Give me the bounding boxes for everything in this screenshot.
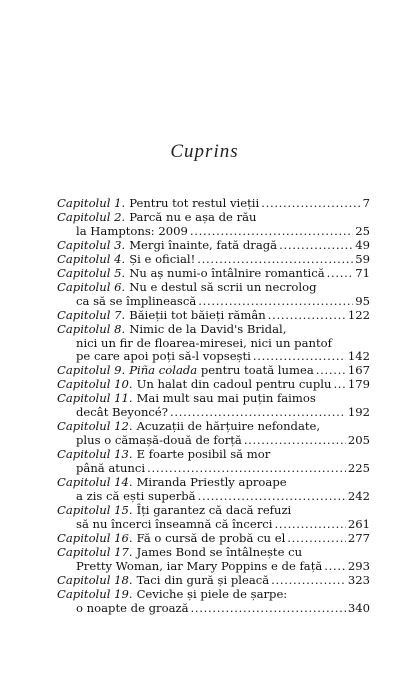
- toc-entry[interactable]: [57, 378, 370, 392]
- chapter-title: Fă o cursă de probă cu el: [136, 530, 286, 545]
- chapter-number: Capitolul 8.: [57, 321, 126, 336]
- chapter-title: Nimic de la David's Bridal,: [129, 321, 287, 336]
- dot-leader: [244, 434, 346, 448]
- page-number: 95: [355, 293, 370, 308]
- page-number: 59: [355, 251, 370, 266]
- table-of-contents: [57, 197, 370, 616]
- page-title: Cuprins: [170, 141, 239, 162]
- page-number: 225: [347, 461, 370, 476]
- chapter-title-continued: să nu încerci înseamnă că încerci: [76, 516, 273, 531]
- dot-leader: [287, 532, 346, 546]
- dot-leader: [197, 253, 353, 267]
- chapter-number: Capitolul 17.: [57, 544, 133, 559]
- dot-leader: [191, 602, 346, 616]
- chapter-title-continued: la Hamptons: 2009: [76, 223, 188, 238]
- chapter-number: Capitolul 10.: [57, 377, 133, 392]
- chapter-title: James Bond se întâlnește cu: [136, 544, 303, 559]
- toc-entry[interactable]: [57, 574, 370, 588]
- chapter-title: E foarte posibil să mor: [136, 447, 271, 462]
- chapter-title-continued: decât Beyoncé?: [76, 405, 168, 420]
- chapter-number: Capitolul 7.: [57, 307, 126, 322]
- chapter-title: Pentru tot restul vieții: [129, 196, 260, 210]
- dot-leader: [324, 560, 346, 574]
- chapter-title: Mergi înainte, fată dragă: [129, 237, 278, 252]
- page-number: 71: [355, 265, 370, 280]
- dot-leader: [316, 364, 346, 378]
- dot-leader: [190, 225, 353, 239]
- dot-leader: [170, 406, 346, 420]
- dot-leader: [279, 239, 353, 253]
- chapter-title: Ceviche și piele de șarpe:: [136, 586, 288, 601]
- dot-leader: [198, 490, 346, 504]
- chapter-title-rest: pentru toată lumea: [197, 363, 314, 378]
- toc-entry[interactable]: [57, 420, 370, 448]
- chapter-title: Acuzații de hărțuire nefondate,: [136, 419, 321, 434]
- chapter-title: Miranda Priestly aproape: [136, 475, 287, 490]
- toc-entry[interactable]: [57, 588, 370, 616]
- page-number: 7: [362, 196, 370, 210]
- page-number: 340: [347, 600, 370, 615]
- toc-entry[interactable]: [57, 253, 370, 267]
- toc-entry[interactable]: [57, 197, 370, 211]
- toc-entry[interactable]: [57, 239, 370, 253]
- page-number: 293: [347, 558, 370, 573]
- dot-leader: [147, 462, 346, 476]
- chapter-title: [129, 364, 314, 378]
- page-number: 242: [347, 489, 370, 504]
- page-number: 192: [347, 405, 370, 420]
- chapter-title: Un halat din cadoul pentru cuplu: [136, 377, 332, 392]
- dot-leader: [198, 295, 353, 309]
- chapter-title: Mai mult sau mai puțin faimos: [136, 391, 316, 406]
- toc-entry[interactable]: [57, 546, 370, 574]
- toc-entry[interactable]: [57, 364, 370, 378]
- chapter-title-continued: ca să se împlinească: [76, 293, 197, 308]
- chapter-title-continued: pe care apoi poți să-l vopsești: [76, 349, 251, 364]
- dot-leader: [333, 378, 345, 392]
- chapter-title-continued: până atunci: [76, 461, 146, 476]
- chapter-number: Capitolul 15.: [57, 502, 133, 517]
- chapter-title-continued: nici un fir de floarea-miresei, nici un pantof: [76, 335, 332, 350]
- dot-leader: [327, 267, 354, 281]
- chapter-number: Capitolul 2.: [57, 209, 126, 224]
- toc-entry[interactable]: [57, 532, 370, 546]
- chapter-title: Băieții tot băieți rămân: [129, 307, 266, 322]
- chapter-number: Capitolul 19.: [57, 586, 133, 601]
- chapter-title-continued: Pretty Woman, iar Mary Poppins e de față: [76, 558, 323, 573]
- toc-entry[interactable]: [57, 267, 370, 281]
- toc-entry[interactable]: [57, 476, 370, 504]
- dot-leader: [271, 574, 346, 588]
- chapter-number: Capitolul 4.: [57, 251, 126, 266]
- chapter-number: Capitolul 13.: [57, 447, 133, 462]
- chapter-title: Parcă nu e așa de rău: [129, 209, 257, 224]
- chapter-number: Capitolul 18.: [57, 572, 133, 587]
- chapter-title-continued: o noapte de groază: [76, 600, 189, 615]
- toc-entry[interactable]: [57, 309, 370, 323]
- chapter-title: Și e oficial!: [129, 251, 196, 266]
- dot-leader: [268, 309, 346, 323]
- chapter-number: Capitolul 11.: [57, 391, 133, 406]
- page-number: 25: [355, 223, 370, 238]
- chapter-title-italic: Piña colada: [129, 363, 198, 378]
- page-number: 277: [347, 530, 370, 545]
- dot-leader: [253, 350, 346, 364]
- chapter-title: Nu aș numi-o întâlnire romantică: [129, 265, 325, 280]
- toc-entry[interactable]: [57, 392, 370, 420]
- page-number: 205: [347, 433, 370, 448]
- chapter-title-continued: plus o cămașă-două de forță: [76, 433, 242, 448]
- toc-entry[interactable]: [57, 211, 370, 239]
- toc-entry[interactable]: [57, 281, 370, 309]
- page-number: 49: [355, 237, 370, 252]
- chapter-title: Nu e destul să scrii un necrolog: [129, 279, 317, 294]
- dot-leader: [274, 518, 345, 532]
- chapter-number: Capitolul 6.: [57, 279, 126, 294]
- chapter-number: Capitolul 14.: [57, 475, 133, 490]
- page-number: 142: [347, 349, 370, 364]
- chapter-number: Capitolul 12.: [57, 419, 133, 434]
- chapter-number: Capitolul 5.: [57, 265, 126, 280]
- page-number: 323: [347, 572, 370, 587]
- page-number: 261: [347, 516, 370, 531]
- chapter-title: Îți garantez că dacă refuzi: [136, 502, 292, 517]
- chapter-number: Capitolul 3.: [57, 237, 126, 252]
- toc-entry[interactable]: [57, 323, 370, 365]
- chapter-number: Capitolul 1.: [57, 196, 126, 210]
- page-number: 122: [347, 307, 370, 322]
- dot-leader: [261, 197, 360, 211]
- chapter-title: Taci din gură și pleacă: [136, 572, 270, 587]
- chapter-number: Capitolul 16.: [57, 530, 133, 545]
- toc-entry[interactable]: [57, 504, 370, 532]
- chapter-number: Capitolul 9.: [57, 363, 126, 378]
- chapter-title-continued: a zis că ești superbă: [76, 489, 196, 504]
- page-number: 179: [347, 377, 370, 392]
- page-number: 167: [347, 363, 370, 378]
- toc-entry[interactable]: [57, 448, 370, 476]
